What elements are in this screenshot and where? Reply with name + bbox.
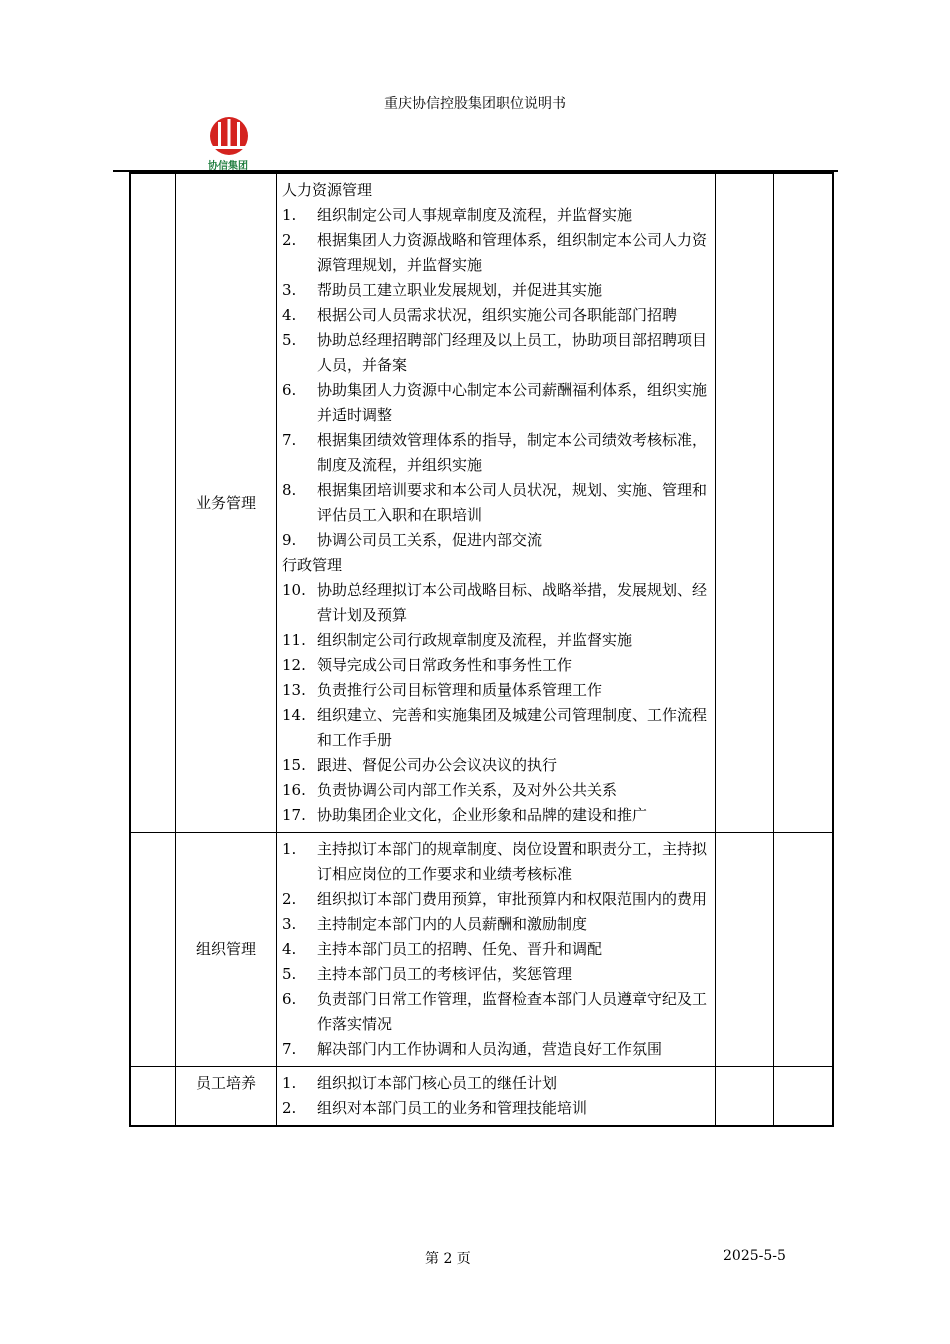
list-item: 1. 主持拟订本部门的规章制度、岗位设置和职责分工，主持拟订相应岗位的工作要求和业绩考核标准 <box>282 840 708 883</box>
duty-list <box>282 203 712 553</box>
blank-cell <box>130 173 176 833</box>
list-item: 17. 协助集团企业文化，企业形象和品牌的建设和推广 <box>282 806 648 824</box>
group-subtitle: 行政管理 <box>282 556 343 574</box>
category-cell: 业务管理 <box>176 173 277 833</box>
list-item: 6. 协助集团人力资源中心制定本公司薪酬福利体系，组织实施并适时调整 <box>282 381 708 424</box>
footer-date: 2025-5-5 <box>723 1248 786 1264</box>
list-item: 14. 组织建立、完善和实施集团及城建公司管理制度、工作流程和工作手册 <box>282 706 708 749</box>
duty-table <box>129 172 834 1127</box>
blank-cell <box>716 833 774 1067</box>
blank-cell <box>774 833 834 1067</box>
content-cell <box>277 833 716 1067</box>
blank-cell <box>716 1067 774 1127</box>
blank-cell <box>130 1067 176 1127</box>
list-item: 11. 组织制定公司行政规章制度及流程，并监督实施 <box>282 631 633 649</box>
list-item: 7. 解决部门内工作协调和人员沟通，营造良好工作氛围 <box>282 1040 663 1058</box>
list-item: 10. 协助总经理拟订本公司战略目标、战略举措，发展规划、经营计划及预算 <box>282 581 708 624</box>
content-cell <box>277 1067 716 1127</box>
list-item: 1. 组织拟订本部门核心员工的继任计划 <box>282 1074 558 1092</box>
list-item: 2. 组织对本部门员工的业务和管理技能培训 <box>282 1099 588 1117</box>
table-row <box>130 833 833 1067</box>
duty-list <box>282 837 712 1062</box>
blank-cell <box>774 173 834 833</box>
list-item: 3. 帮助员工建立职业发展规划，并促进其实施 <box>282 281 603 299</box>
list-item: 12. 领导完成公司日常政务性和事务性工作 <box>282 656 573 674</box>
blank-cell <box>716 173 774 833</box>
list-item: 15. 跟进、督促公司办公会议决议的执行 <box>282 756 558 774</box>
table-row <box>130 173 833 833</box>
category-cell: 员工培养 <box>176 1067 277 1127</box>
list-item: 2. 组织拟订本部门费用预算，审批预算内和权限范围内的费用 <box>282 890 708 908</box>
page-number: 第 2 页 <box>425 1251 471 1267</box>
blank-cell <box>130 833 176 1067</box>
list-item: 4. 主持本部门员工的招聘、任免、晋升和调配 <box>282 940 603 958</box>
list-item: 9. 协调公司员工关系，促进内部交流 <box>282 531 543 549</box>
group-subtitle: 人力资源管理 <box>282 181 373 199</box>
list-item: 5. 协助总经理招聘部门经理及以上员工，协助项目部招聘项目人员，并备案 <box>282 331 708 374</box>
list-item: 4. 根据公司人员需求状况，组织实施公司各职能部门招聘 <box>282 306 678 324</box>
list-item: 6. 负责部门日常工作管理，监督检查本部门人员遵章守纪及工作落实情况 <box>282 990 708 1033</box>
category-cell: 组织管理 <box>176 833 277 1067</box>
list-item: 16. 负责协调公司内部工作关系，及对外公共关系 <box>282 781 618 799</box>
duty-list <box>282 1071 712 1121</box>
list-item: 2. 根据集团人力资源战略和管理体系，组织制定本公司人力资源管理规划，并监督实施 <box>282 231 708 274</box>
list-item: 1. 组织制定公司人事规章制度及流程，并监督实施 <box>282 206 633 224</box>
list-item: 3. 主持制定本部门内的人员薪酬和激励制度 <box>282 915 588 933</box>
table-row <box>130 1067 833 1127</box>
list-item: 13. 负责推行公司目标管理和质量体系管理工作 <box>282 681 603 699</box>
list-item: 5. 主持本部门员工的考核评估，奖惩管理 <box>282 965 573 983</box>
duty-list <box>282 578 712 828</box>
document-header-title: 重庆协信控股集团职位说明书 <box>384 96 566 112</box>
blank-cell <box>774 1067 834 1127</box>
list-item: 7. 根据集团绩效管理体系的指导，制定本公司绩效考核标准，制度及流程，并组织实施 <box>282 431 708 474</box>
list-item: 8. 根据集团培训要求和本公司人员状况，规划、实施、管理和评估员工入职和在职培训 <box>282 481 708 524</box>
content-cell <box>277 173 716 833</box>
logo-text: 协信集团 <box>208 161 248 172</box>
